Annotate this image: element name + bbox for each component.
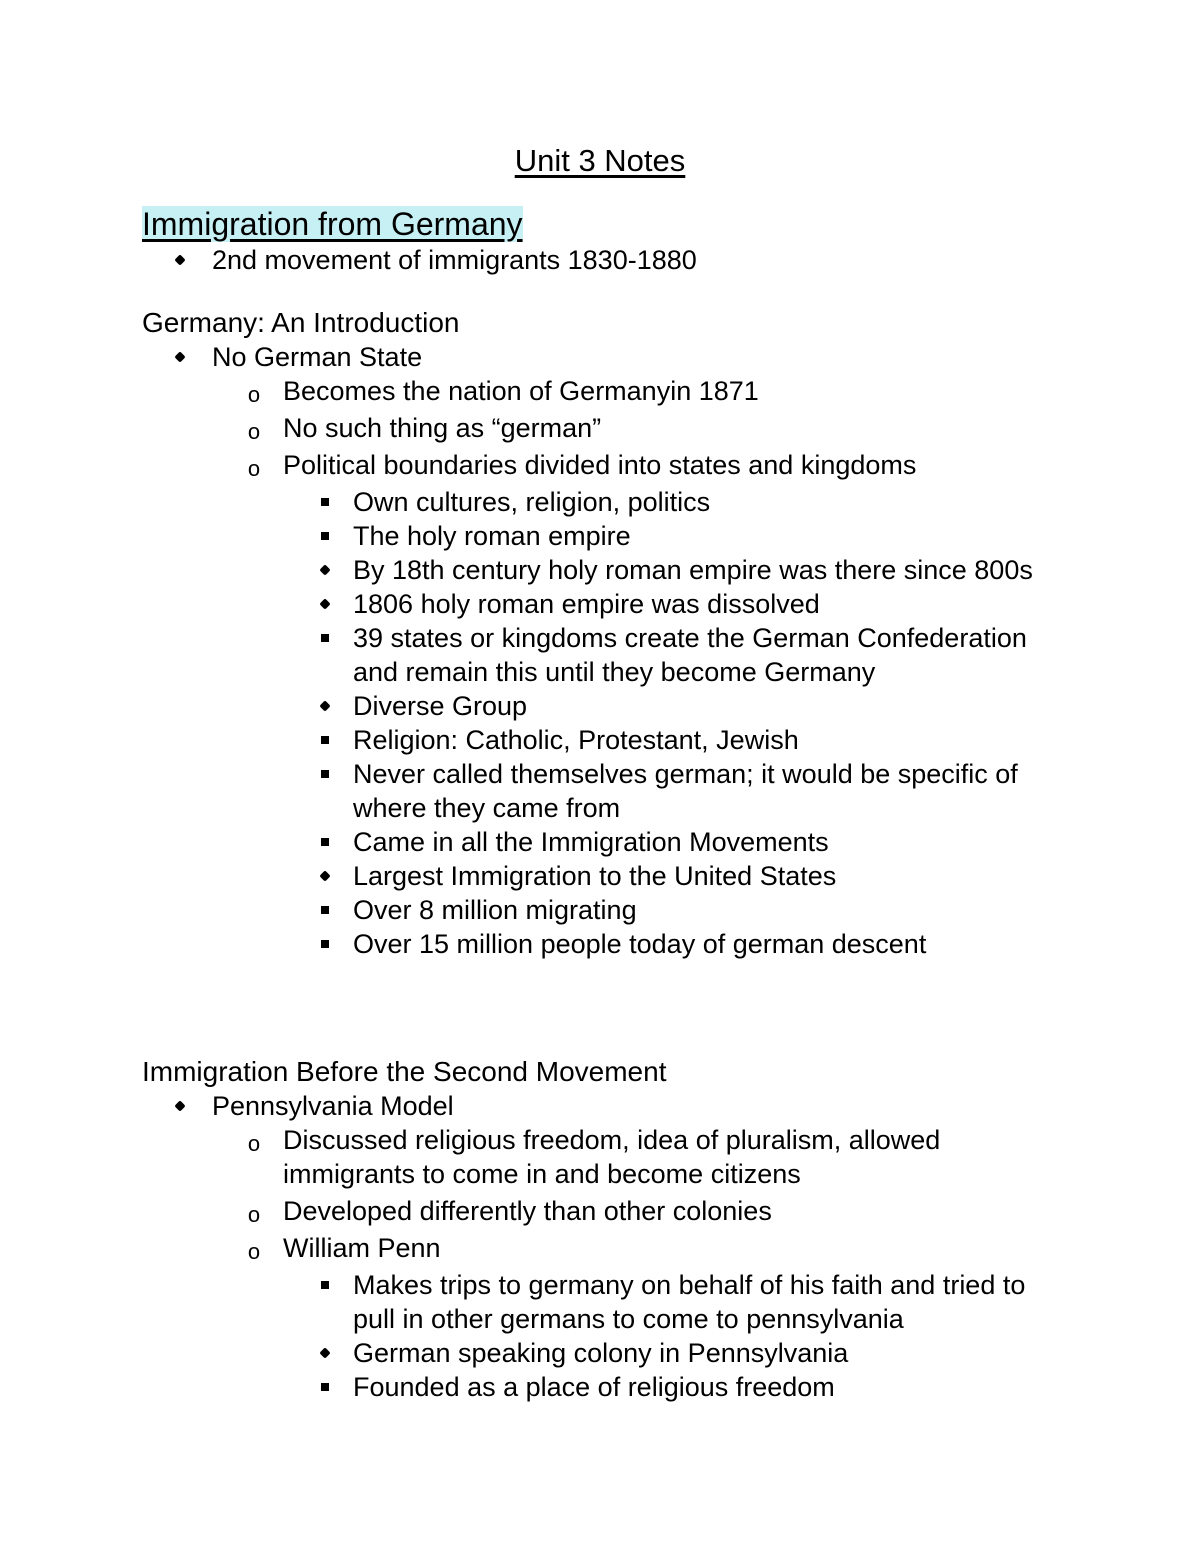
list-item [142, 723, 1047, 757]
list-item [142, 1268, 1052, 1336]
square-bullet-icon [315, 757, 335, 791]
diamond-bullet-icon [315, 689, 335, 723]
section-heading: Germany: An Introduction [142, 307, 460, 338]
list-item-text: Diverse Group [353, 691, 528, 721]
list-item-text: No German State [212, 342, 423, 372]
list-item [142, 411, 1142, 445]
list-item [142, 485, 1047, 519]
diamond-bullet-icon [315, 1336, 335, 1370]
bullet-list [142, 1089, 1142, 1123]
list-item-text: Largest Immigration to the United States [353, 861, 837, 891]
list-item-text: Religion: Catholic, Protestant, Jewish [353, 725, 799, 755]
list-item [142, 1194, 1052, 1228]
list-item [142, 1089, 1142, 1123]
diamond-bullet-icon [315, 587, 335, 621]
list-item [142, 621, 1047, 689]
list-item-text: The holy roman empire [353, 521, 631, 551]
diamond-bullet-icon [170, 243, 190, 277]
list-item-text: William Penn [283, 1233, 441, 1263]
sub-sub-bullet-list [142, 1268, 1052, 1404]
list-item-text: 1806 holy roman empire was dissolved [353, 589, 820, 619]
list-item [142, 757, 1047, 825]
diamond-bullet-icon [170, 340, 190, 374]
list-item [142, 893, 1047, 927]
diamond-bullet-icon [315, 553, 335, 587]
list-item [142, 587, 1047, 621]
square-bullet-icon [315, 825, 335, 859]
circle-bullet-icon: o [247, 456, 261, 481]
page-title: Unit 3 Notes [514, 143, 686, 178]
circle-bullet-icon: o [247, 1202, 261, 1227]
square-bullet-icon [315, 621, 335, 655]
circle-bullet-icon: o [247, 1131, 261, 1156]
list-item [142, 519, 1047, 553]
sub-bullet-list [142, 1123, 1052, 1265]
section-germany-introduction [142, 306, 1142, 961]
list-item [142, 1231, 1052, 1265]
list-item [142, 448, 1142, 482]
list-item-text: German speaking colony in Pennsylvania [353, 1338, 849, 1368]
diamond-bullet-icon [170, 1089, 190, 1123]
list-item-text: Never called themselves german; it would be specific of where they came from [353, 759, 1018, 823]
list-item-text: Discussed religious freedom, idea of pluralism, allowed immigrants to come in and become citizens [283, 1125, 941, 1189]
section-heading [142, 205, 1142, 243]
list-item [142, 1336, 1052, 1370]
square-bullet-icon [315, 893, 335, 927]
list-item-text: By 18th century holy roman empire was there since 800s [353, 555, 1033, 585]
list-item-text: Pennsylvania Model [212, 1091, 454, 1121]
list-item-text: Makes trips to germany on behalf of his faith and tried to pull in other germans to come to pennsylvania [353, 1270, 1026, 1334]
list-item-text: Developed differently than other colonies [283, 1196, 772, 1226]
list-item [142, 1370, 1052, 1404]
section-immigration-from-germany [142, 205, 1142, 277]
highlighted-heading-text: Immigration from Germany [142, 206, 523, 242]
list-item [142, 374, 1142, 408]
circle-bullet-icon: o [247, 419, 261, 444]
list-item-text: No such thing as “german” [283, 413, 602, 443]
list-item [142, 243, 1142, 277]
square-bullet-icon [315, 927, 335, 961]
square-bullet-icon [315, 723, 335, 757]
circle-bullet-icon: o [247, 382, 261, 407]
list-item-text: Founded as a place of religious freedom [353, 1372, 835, 1402]
list-item-text: Becomes the nation of Germanyin 1871 [283, 376, 759, 406]
circle-bullet-icon: o [247, 1239, 261, 1264]
list-item [142, 859, 1047, 893]
list-item-text: Over 8 million migrating [353, 895, 637, 925]
square-bullet-icon [315, 519, 335, 553]
square-bullet-icon [315, 1268, 335, 1302]
bullet-list [142, 243, 1142, 277]
square-bullet-icon [315, 1370, 335, 1404]
diamond-bullet-icon [315, 859, 335, 893]
list-item-text: Came in all the Immigration Movements [353, 827, 829, 857]
square-bullet-icon [315, 485, 335, 519]
section-immigration-before-second-movement [142, 1055, 1142, 1404]
list-item-text: Political boundaries divided into states and kingdoms [283, 450, 917, 480]
list-item [142, 340, 1142, 374]
list-item [142, 553, 1047, 587]
list-item-text: Over 15 million people today of german descent [353, 929, 927, 959]
sub-sub-bullet-list [142, 485, 1047, 961]
list-item-text: 39 states or kingdoms create the German Confederation and remain this until they become Germany [353, 623, 1027, 687]
list-item [142, 689, 1047, 723]
section-heading: Immigration Before the Second Movement [142, 1056, 667, 1087]
list-item [142, 927, 1047, 961]
list-item [142, 825, 1047, 859]
bullet-list [142, 340, 1142, 374]
list-item-text: Own cultures, religion, politics [353, 487, 711, 517]
list-item-text: 2nd movement of immigrants 1830-1880 [212, 245, 697, 275]
list-item [142, 1123, 1052, 1191]
sub-bullet-list [142, 374, 1142, 482]
